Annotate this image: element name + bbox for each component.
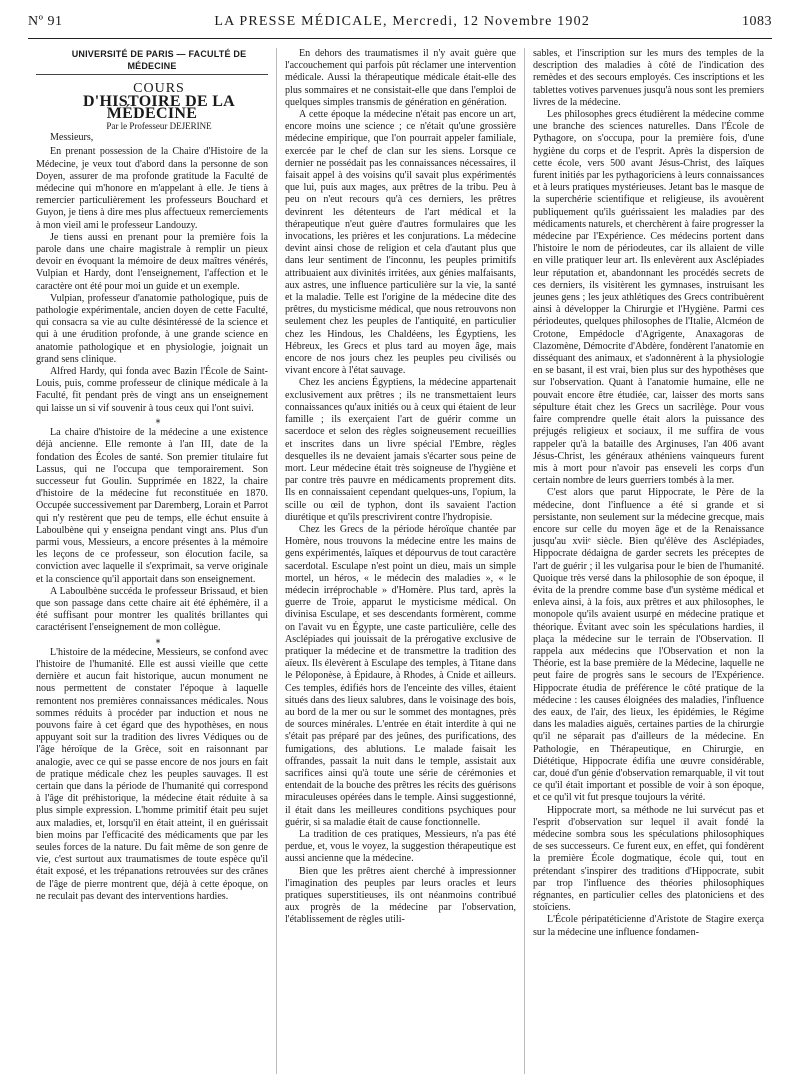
paragraph: Chez les anciens Égyptiens, la médecine appartenait exclusivement aux prêtres ; ils ne transmettaient leurs connaissances qu'aux initiés ou à ceux qui étaient de leur famille ; ils exerçaient l'art de guérir comme un sacerdoce et selon des règles soigneusement recueillies et inscrites dans un livre spécial l'Embre, règles desquelles ils ne devaient jamais s'écarter sous peine de mort. Leur médecine était très soigneuse de l'hygiène et par contre très pauvre en médicaments proprement dits. Ils en connaissaient cependant quelques-uns, l'opium, la scille ou œil de typhon, dont ils savaient l'action diurétique et qu'ils prescrivirent contre l'hydropisie.	[285, 377, 516, 523]
article-columns	[28, 48, 772, 1074]
paragraph: La tradition de ces pratiques, Messieurs, n'a pas été perdue, et, vous le voyez, la suggestion thérapeutique est aussi ancienne que la médecine.	[285, 829, 516, 865]
section-separator: ⁎	[155, 414, 163, 426]
paragraph: Chez les Grecs de la période héroïque chantée par Homère, nous trouvons la médecine entre les mains de gens expérimentés, laïques et dépourvus de tout caractère sacerdotal. Esculape n'est point un dieu, mais un simple mortel, un héros, « le médecin des maladies », « le médecin irréprochable » d'Homère. Plus tard, après la guerre de Troie, apparut le mysticisme médical. On divinisa Esculape, et ses descendants formèrent, comme on l'avait vu en Égypte, une caste particulière, celle des Asclépiades qui jouissait de la prérogative exclusive de pratiquer la médecine et de transmettre la tradition des aïeux. Ils élevèrent à Esculape des temples, à Titane dans le Péloponèse, à Épidaure, à Rhodes, à Cnide et ailleurs. Ces temples, édifiés hors de l'enceinte des villes, étaient situés dans des lieux salubres, dans le voisinage des bois, au bord de la mer ou sur le sommet des montagnes, près de sources minérales. L'entrée en était interdite à qui ne s'était pas préparé par des jeûnes, des purifications, des fumigations, des ablutions. Le malade faisait les offrandes, passait la nuit dans le temple, assistait aux sacrifices ainsi qu'à toute une série de cérémonies et entendait de la bouche des prêtres les récits des guérisons miraculeuses opérées dans le temple. Ainsi suggestionné, il était dans les meilleures conditions psychiques pour guérir, si sa maladie était de cause fonctionnelle.	[285, 523, 516, 828]
page-number: 1083	[742, 14, 772, 29]
section-separator: ⁎	[155, 634, 163, 646]
paragraph: A cette époque la médecine n'était pas encore un art, encore moins une science ; ce n'était qu'une grossière médecine empirique, que l'on pourrait appeler familiale, exercée par le chef de clan sur les siens. Lorsque ce dernier ne possédait pas les connaissances nécessaires, il faisait appel à des voisins qu'il savait plus expérimentés que lui, puis aux mages, aux prêtres de la tribu. Peu à peu on n'eut recours qu'à ces derniers, les prêtres devinrent les détenteurs de l'art médical et la thérapeutique n'eut guère d'autres formulaires que les invocations, les prières et les conjurations. La médecine devint ainsi chose de religion et cela d'autant plus que dans leur sentiment de l'inconnu, les peuples primitifs attribuaient aux divinités irritées, aux génies malfaisants, aux astres, une influence particulière sur la vie, la santé et la maladie. Telle est l'origine de la médecine dite des prêtres, du mysticisme médical, que nous retrouvons non seulement chez les peuples de l'antiquité, en particulier chez les Hindous, les Chaldéens, les Égyptiens, les Hébreux, les Grecs et plus tard au moyen âge, mais encore de nos jours chez les peuples peu civilisés ou vivant encore à l'état sauvage.	[285, 109, 516, 377]
paragraph: Vulpian, professeur d'anatomie pathologique, puis de pathologie expérimentale, ancien doyen de cette Faculté, qui consacra sa vie au culte désintéressé de la science et qui à une érudition profonde, à une grande science en anatomie pathologique et en physiologie, joignait un grand sens clinique.	[36, 292, 268, 365]
issue-number: Nº 91	[28, 14, 63, 29]
heading-rule	[36, 74, 268, 75]
paragraph: Les philosophes grecs étudièrent la médecine comme une branche des sciences naturelles. Dans l'École de Pythagore, on s'occupa, pour la première fois, d'une hygiène du corps et de l'esprit. Après la dispersion de cette école, vers 500 avant Jésus-Christ, des laïques furent initiés par les pythagoriciens à leurs connaissances et à leurs pratiques mystérieuses. Jetant bas le masque de la superchérie scientifique et religieuse, ils avouèrent publiquement qu'ils guérissaient les maladies par des médicaments naturels, et cherchèrent à faire progresser la médecine par l'Expérience. Ces médecins portent dans l'histoire le nom de périodeutes, car ils allaient de ville en ville pratiquer leur art. Ils enlevèrent aux Asclépiades leur réputation et, abandonnant les procédés secrets de ces derniers, ils visitèrent les gymnases, instruisant les jeunes gens ; les jeux athlétiques des Grecs contribuèrent ainsi à développer la Chirurgie et l'Hygiène. Parmi ces périodeutes, quelques philosophes de l'Italie, Alcméon de Crotone, Empédocle d'Agrigente, Anaxagoras de Clazomène, Démocrite d'Abdère, fondèrent l'anatomie en disséquant des animaux, et s'adonnèrent à la physiologie en se basant, il est vrai, bien plus sur des hypothèses que sur l'observation. Quant à l'anatomie humaine, elle ne pouvait encore être étudiée, car, laisser des morts sans sépulture était chez les Grecs un sacrilège. Pour vous faire comprendre quelle était alors la puissance des préjugés religieux et sociaux, il me suffira de vous rappeler qu'à la bataille des Arginuses, l'an 406 avant Jésus-Christ, les généraux athéniens vainqueurs furent mis à mort pour n'avoir pas enseveli les corps d'un certain nombre de leurs guerriers tombés à la mer.	[533, 109, 764, 487]
course-heading: COURS	[133, 81, 185, 97]
paragraph: L'École péripatéticienne d'Aristote de Stagire exerça sur la médecine une influence fondamen-	[533, 914, 764, 938]
paragraph: En prenant possession de la Chaire d'Histoire de la Médecine, je veux tout d'abord dans la personne de son Doyen, assurer de ma profonde gratitude la Faculté de médecine qui m'honore en m'appelant à elle. Je tiens à remercier particulièrement les professeurs Bouchard et Guyon, je tiens à dire mes plus affectueux remerciements à mon vieil ami le professeur Landouzy.	[36, 146, 268, 231]
byline: Par le Professeur DEJERINE	[106, 121, 212, 132]
paragraph: En dehors des traumatismes il n'y avait guère que l'accouchement qui parfois pût réclamer une intervention médicale. Aussi la thérapeutique médicale était-elle des plus sommaires et ne consistait-elle que dans l'emploi de quelques simples transmis de génération en génération.	[285, 48, 516, 108]
paragraph: L'histoire de la médecine, Messieurs, se confond avec l'histoire de l'humanité. Elle est aussi vieille que cette dernière et aucun fait historique, aucun monument ne nous permettent de constater l'époque à laquelle remontent nos premières connaissances médicales. Nous sommes réduits à procéder par induction et nous ne pouvons faire à cet égard que des hypothèses, en nous appuyant soit sur la tradition des livres Védiques ou de l'âge héroïque de la Grèce, soit en raisonnant par analogie, avec ce qui se passe encore de nos jours en fait de pratique médicale chez les peuples sauvages. Il est certain que dans la période de l'humanité qui correspond à l'âge dit préhistorique, la médecine était réduite à sa plus simple expression. L'homme primitif était peu sujet aux maladies, et, lorsqu'il en était atteint, il en guérissait bien moins par l'efficacité des médicaments que par les seules forces de la nature. Du fait même de son genre de vie, c'est surtout aux traumatismes de toute espèce qu'il était exposé, et les trépanations retrouvées sur des crânes de l'âge de pierre montrent que, déjà à cette époque, on ne reculait pas devant des interventions hardies.	[36, 646, 268, 902]
university-heading: UNIVERSITÉ DE PARIS — FACULTÉ DE MÉDECINE	[71, 49, 247, 72]
paragraph: C'est alors que parut Hippocrate, le Père de la médecine, dont l'influence a été si grande et si persistante, non seulement sur la médecine grecque, mais encore sur celle du moyen âge et de la Renaissance jusqu'au xviiᵉ siècle. Bien qu'élève des Asclépiades, Hippocrate dédaigna de garder secrets les préceptes de l'art de guérir ; il les vulgarisa pour le bien de l'humanité. Quoique très versé dans la philosophie de son époque, il évita de la prendre comme base d'un système médical et enleva ainsi, à la fois, aux prêtres et aux philosophes, le monopole qu'ils avaient usurpé en médecine pratique et théorique. Évitant avec soin les spéculations hardies, il plaça la médecine sur le terrain de l'Observation. Il rappela aux médecins que l'Observation et non la Théorie, est la base première de la Médecine, laquelle ne peut faire de progrès sans le secours de l'Expérience. Hippocrate étudia de préférence le côté pratique de la médecine : les causes éloignées des maladies, l'influence des eaux, de l'air, des lieux, les épidémies, le Régime dans les maladies aiguës, certaines parties de la chirurgie qu'il ne séparait pas d'ailleurs de la médecine. En Pathologie, en Thérapeutique, en Chirurgie, en Diététique, Hippocrate édifia une œuvre considérable, car, doué d'un génie d'observation remarquable, il vit tout ce qu'il était important et possible de voir à son époque, et ce qu'il vit fut presque toujours la vérité.	[533, 487, 764, 804]
paragraph: Alfred Hardy, qui fonda avec Bazin l'École de Saint-Louis, puis, comme professeur de clinique médicale à la Faculté, fit pendant près de vingt ans un enseignement qui laisse un si vif souvenir à tous ceux qui l'ont suivi.	[36, 366, 268, 414]
column-1	[28, 48, 276, 1074]
running-header	[28, 14, 772, 36]
paragraph: Je tiens aussi en prenant pour la première fois la parole dans une chaire magistrale à remplir un pieux devoir en évoquant la mémoire de deux maîtres vénérés, Vulpian et Hardy, dont l'enseignement, l'affection et le caractère ont été pour moi un guide et un exemple.	[36, 231, 268, 292]
paragraph: A Laboulbène succéda le professeur Brissaud, et bien que son passage dans cette chaire ait été éphémère, il a été suffisant pour montrer les qualités brillantes qui caractérisent l'enseignement de mon collègue.	[36, 585, 268, 634]
paragraph: sables, et l'inscription sur les murs des temples de la description des maladies à côté de l'indication des remèdes et des secours employés. Ces inscriptions et les tablettes votives parvenues jusqu'à nous sont les premiers livres de la médecine.	[533, 48, 764, 108]
column-2	[276, 48, 524, 1074]
paragraph: Bien que les prêtres aient cherché à impressionner l'imagination des peuples par leurs oracles et leurs pratiques superstitieuses, ils ont néanmoins contribué aux progrès de la médecine par l'observation, l'établissement de règles utili-	[285, 865, 516, 926]
salutation: Messieurs,	[50, 132, 94, 144]
column-3	[524, 48, 772, 1074]
paragraph: Hippocrate mort, sa méthode ne lui survécut pas et l'esprit d'observation sur lequel il avait fondé la médecine sombra sous les spéculations philosophiques de ses successeurs. Ce furent eux, en effet, qui fondèrent la première École dogmatique, école qui, tout en prétendant s'inspirer des traditions d'Hippocrate, subit par trop l'influence des théories philosophiques régnantes, en particulier celles des platoniciens et des stoïciens.	[533, 804, 764, 914]
publication-title: LA PRESSE MÉDICALE, Mercredi, 12 Novembre 1902	[214, 14, 591, 29]
paragraph: La chaire d'histoire de la médecine a une existence déjà ancienne. Elle remonte à l'an III, date de la fondation des Écoles de santé. Son premier titulaire fut Lassus, qui ne l'occupa que temporairement. Son successeur fut Goulin. Supprimée en 1822, la chaire d'histoire de la médecine fut reconstituée en 1870. Occupée successivement par Daremberg, Lorain et Parrot qui n'y restèrent que peu de temps, elle échut ensuite à Laboulbène qui y enseigna pendant vingt ans. Plus d'un parmi vous, Messieurs, a encore présentes à la mémoire les leçons de ce professeur, son élocution facile, sa conviction avec laquelle il s'exprimait, sa verve originale et la conscience qu'il apportait dans son enseignement.	[36, 427, 268, 585]
article-title: D'HISTOIRE DE LA MÉDECINE	[82, 92, 236, 122]
header-rule	[28, 38, 772, 39]
